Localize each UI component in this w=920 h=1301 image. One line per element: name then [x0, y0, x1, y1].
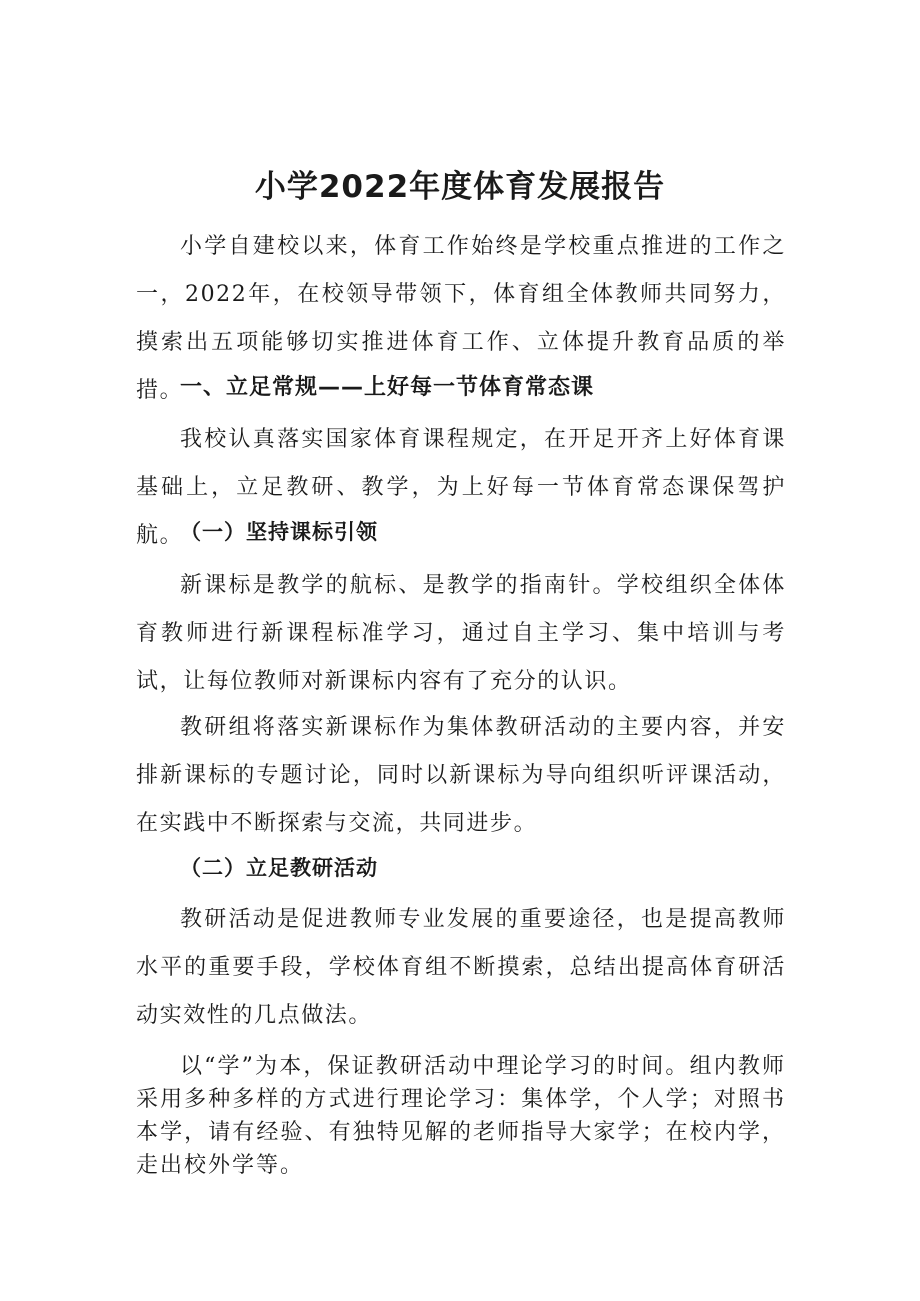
subsection-1-paragraph-2: 教研组将落实新课标作为集体教研活动的主要内容，并安排新课标的专题讨论，同时以新课标为导向组织听评课活动，在实践中不断探索与交流，共同进步。	[136, 715, 786, 836]
document-title: 小学2022年度体育发展报告	[254, 168, 666, 205]
subsection-1-heading: （一）坚持课标引领	[180, 519, 378, 544]
subsection-2-paragraph-1: 教研活动是促进教师专业发展的重要途径，也是提高教师水平的重要手段，学校体育组不断摸索，总结出提高体育研活动实效性的几点做法。	[136, 907, 786, 1028]
subsection-2-heading: （二）立足教研活动	[180, 855, 378, 880]
section-1-heading: 一、立足常规——上好每一节体育常态课	[180, 375, 595, 400]
subsection-2-paragraph-2: 以“学”为本，保证教研活动中理论学习的时间。组内教师采用多种多样的方式进行理论学习：集体学，个人学；对照书本学，请有经验、有独特见解的老师指导大家学；在校内学，走出校外学等。	[136, 1054, 786, 1178]
intro-paragraph: 小学自建校以来，体育工作始终是学校重点推进的工作之一，2022年，在校领导带领下，体育组全体教师共同努力，摸索出五项能够切实推进体育工作、立体提升教育品质的举措。	[136, 234, 786, 403]
section-1-paragraph: 我校认真落实国家体育课程规定，在开足开齐上好体育课基础上，立足教研、教学，为上好每一节体育常态课保驾护航。	[136, 427, 786, 548]
subsection-1-paragraph-1: 新课标是教学的航标、是教学的指南针。学校组织全体体育教师进行新课程标准学习，通过自主学习、集中培训与考试，让每位教师对新课标内容有了充分的认识。	[136, 573, 786, 694]
